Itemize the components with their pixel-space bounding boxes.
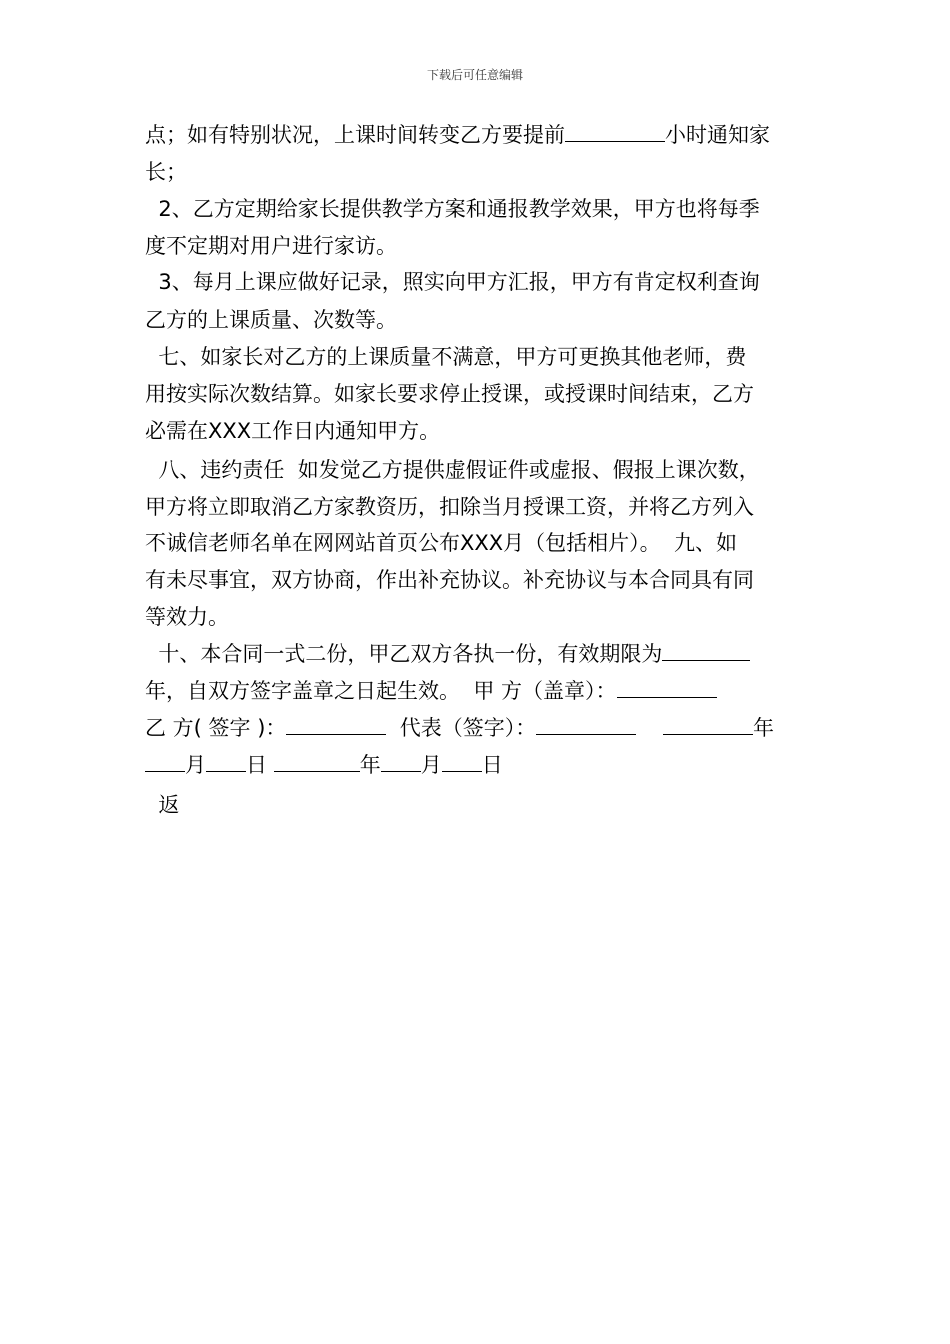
text-segment [636, 716, 663, 740]
text-segment: 月 [185, 753, 206, 777]
text-line: 不诚信老师名单在网网站首页公布XXX月（包括相片）。 九、如 [145, 531, 738, 555]
text-segment: 年 [752, 716, 774, 740]
fill-blank [663, 714, 753, 735]
text-line: 有未尽事宜，双方协商，作出补充协议。补充协议与本合同具有同 [145, 568, 754, 592]
text-line [145, 639, 750, 669]
fill-blank [206, 751, 246, 772]
fill-blank [145, 751, 185, 772]
text-line: 返 [145, 793, 180, 817]
text-line: 必需在XXX工作日内通知甲方。 [145, 419, 441, 443]
text-line: 等效力。 [145, 605, 229, 629]
text-line: 度不定期对用户进行家访。 [145, 234, 397, 258]
text-line [145, 120, 770, 150]
fill-blank [565, 121, 665, 142]
fill-blank [617, 677, 717, 698]
text-line: 用按实际次数结算。如家长要求停止授课，或授课时间结束，乙方 [145, 382, 754, 406]
text-segment: 小时通知家 [665, 123, 770, 147]
header-note: 下载后可任意编辑 [426, 68, 523, 82]
text-segment: 年，自双方签字盖章之日起生效。 甲 方（盖章）： [145, 679, 617, 703]
text-segment: 乙 方( 签字 )： [145, 716, 287, 740]
fill-blank [274, 751, 360, 772]
text-line: 3、每月上课应做好记录，照实向甲方汇报，甲方有肯定权利查询 [145, 270, 760, 294]
text-line: 七、如家长对乙方的上课质量不满意，甲方可更换其他老师，费 [145, 345, 747, 369]
text-line [145, 676, 717, 706]
text-line [145, 713, 774, 743]
text-line: 乙方的上课质量、次数等。 [145, 308, 397, 332]
text-line: 八、违约责任 如发觉乙方提供虚假证件或虚报、假报上课次数， [145, 458, 760, 482]
fill-blank [662, 640, 750, 661]
text-line [145, 750, 503, 780]
text-line: 长； [145, 160, 187, 184]
fill-blank [381, 751, 421, 772]
fill-blank [442, 751, 482, 772]
fill-blank [536, 714, 636, 735]
text-segment: 日 [246, 753, 274, 777]
text-line: 2、乙方定期给家长提供教学方案和通报教学效果，甲方也将每季 [145, 197, 760, 221]
fill-blank [286, 714, 386, 735]
text-segment: 代表（签字）： [386, 716, 537, 740]
text-segment: 年 [359, 753, 381, 777]
text-segment: 十、本合同一式二份，甲乙双方各执一份，有效期限为 [145, 642, 663, 666]
text-line: 甲方将立即取消乙方家教资历，扣除当月授课工资，并将乙方列入 [145, 495, 754, 519]
text-segment: 月 [420, 753, 442, 777]
text-segment: 日 [481, 753, 503, 777]
text-segment: 点；如有特别状况，上课时间转变乙方要提前 [145, 123, 565, 147]
